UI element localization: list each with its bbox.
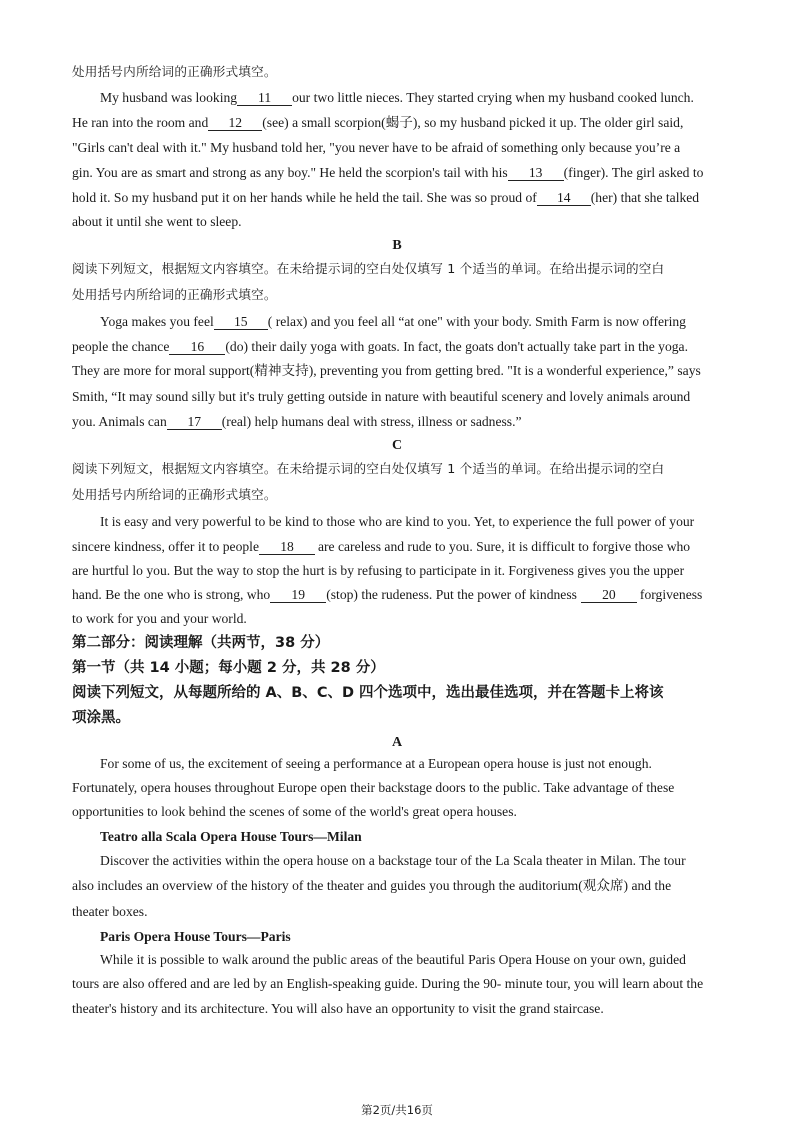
blank-15[interactable]: 15 [214,314,268,330]
passage-line: "Girls can't deal with it." My husband told her, "you never have to be afraid of something only because you’re a [72,140,681,155]
text: gin. You are as smart and strong as any boy." He held the scorpion's tail with his [72,165,508,180]
blank-12[interactable]: 12 [208,115,262,131]
blank-11[interactable]: 11 [237,90,292,106]
text: are careless and rude to you. Sure, it is difficult to forgive those who [318,539,691,554]
section-heading-c: C [391,438,403,453]
text: (do) their daily yoga with goats. In fact, the goats don't actually take part in the yoga. [225,339,688,354]
instruction-line: 处用括号内所给词的正确形式填空。 [72,487,277,502]
passage-line: Discover the activities within the opera house on a backstage tour of the La Scala theater in Milan. The tour [100,853,686,868]
instruction-line: 处用括号内所给词的正确形式填空。 [72,64,277,79]
passage-line: opportunities to look behind the scenes of some of the world's great opera houses. [72,804,517,819]
text: people the chance [72,339,170,354]
passage-line: Smith, “It may sound silly but it's truly getting outside in nature with beautiful scenery and lovely animals around [72,389,691,404]
section-heading: 第一节（共 14 小题；每小题 2 分，共 28 分） [72,660,385,676]
passage-line: While it is possible to walk around the public areas of the beautiful Paris Opera House on your own, guided [100,952,686,967]
text: (her) that she talked [590,190,700,205]
text: ( relax) and you feel all “at one" with your body. Smith Farm is now offering [267,314,686,329]
text: (stop) the rudeness. Put the power of kindness [326,587,577,602]
passage-line: to work for you and your world. [72,611,247,626]
blank-13[interactable]: 13 [508,165,564,181]
passage-line [72,114,683,132]
passage-line [72,413,522,431]
blank-16[interactable]: 16 [169,339,225,355]
instruction-line: 阅读下列短文，从每题所给的 A、B、C、D 四个选项中，选出最佳选项，并在答题卡上将该 [72,685,664,701]
passage-line: about it until she went to sleep. [72,214,242,229]
passage-line: theater boxes. [72,904,148,919]
passage-line [100,89,694,107]
passage-line: also includes an overview of the history of the theater and guides you through the auditorium(观众席) and the [72,878,672,893]
text: He ran into the room and [72,115,209,130]
instruction-line: 处用括号内所给词的正确形式填空。 [72,287,277,302]
blank-17[interactable]: 17 [167,414,222,430]
blank-19[interactable]: 19 [270,587,326,603]
text: Yoga makes you feel [100,314,214,329]
passage-line: For some of us, the excitement of seeing a performance at a European opera house is just not enough. [100,756,652,771]
passage-line: They are more for moral support(精神支持), preventing you from getting bred. "It is a wonderful experience,” says [72,363,701,378]
instruction-line: 阅读下列短文，根据短文内容填空。在未给提示词的空白处仅填写 1 个适当的单词。在给出提示词的空白 [72,461,665,476]
section-heading-b: B [392,238,402,253]
blank-14[interactable]: 14 [537,190,591,206]
text: our two little nieces. They started crying when my husband cooked lunch. [292,90,694,105]
instruction-line: 阅读下列短文，根据短文内容填空。在未给提示词的空白处仅填写 1 个适当的单词。在给出提示词的空白 [72,261,665,276]
passage-line: tours are also offered and are led by an English-speaking guide. During the 90- minute tour, you will learn about the [72,976,704,991]
passage-line [72,586,702,604]
text: (see) a small scorpion(蝎子), so my husband picked it up. The older girl said, [262,115,684,130]
passage-line [72,164,703,182]
text: My husband was looking [100,90,238,105]
text: sincere kindness, offer it to people [72,539,259,554]
passage-line [72,189,699,207]
passage-line [72,338,688,356]
section-heading-a: A [391,735,403,750]
page-number: 第2页/共16页 [361,1103,433,1117]
passage-line: are hurtful lo you. But the way to stop the hurt is by refusing to participate in it. Forgiveness gives you the upper [72,563,685,578]
text: forgiveness [639,587,703,602]
passage-line [100,313,686,331]
text: hand. Be the one who is strong, who [72,587,271,602]
instruction-line: 项涂黑。 [72,710,130,726]
blank-18[interactable]: 18 [259,539,315,555]
passage-line [72,538,690,556]
text: (finger). The girl asked to [563,165,704,180]
part-heading: 第二部分：阅读理解（共两节，38 分） [72,635,330,651]
passage-line: It is easy and very powerful to be kind to those who are kind to you. Yet, to experience the full power of your [100,514,695,529]
subheading-milan: Teatro alla Scala Opera House Tours—Milan [100,829,362,844]
text: hold it. So my husband put it on her hands while he held the tail. She was so proud of [72,190,537,205]
subheading-paris: Paris Opera House Tours—Paris [100,929,291,944]
passage-line: Fortunately, opera houses throughout Europe open their backstage doors to the public. Take advantage of these [72,780,675,795]
text: you. Animals can [72,414,167,429]
text: (real) help humans deal with stress, illness or sadness.” [221,414,522,429]
blank-20[interactable]: 20 [581,587,637,603]
passage-line: theater's history and its architecture. You will also have an opportunity to visit the grand staircase. [72,1001,604,1016]
